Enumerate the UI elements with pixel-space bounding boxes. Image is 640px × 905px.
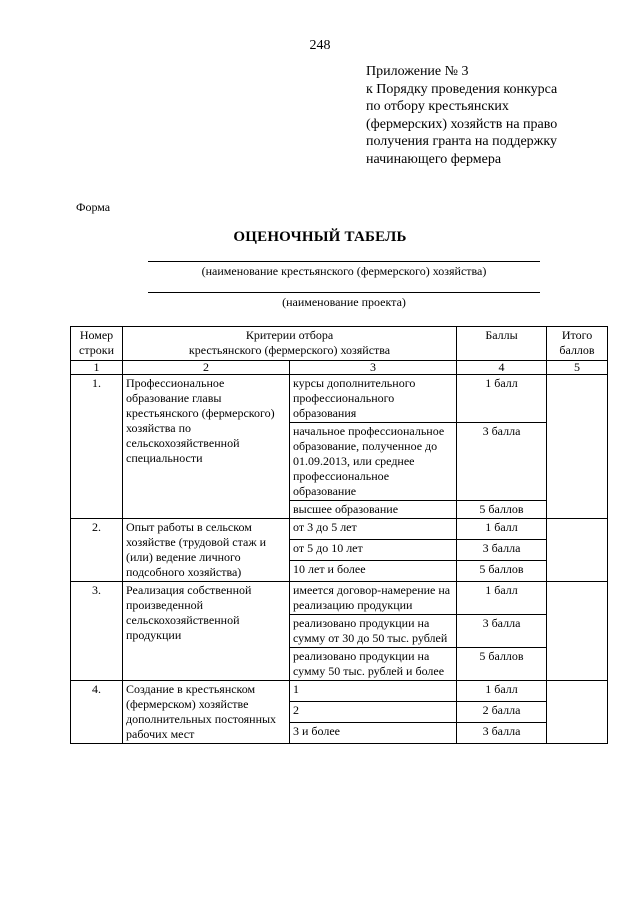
header-criteria <box>123 327 457 361</box>
header-total <box>547 327 608 361</box>
form-label: Форма <box>76 200 111 214</box>
option-cell: реализовано продукции на сумму 50 тыс. рублей и более <box>290 648 457 681</box>
appendix-line: начинающего фермера <box>366 151 502 167</box>
option-cell: от 5 до 10 лет <box>290 540 457 561</box>
total-cell <box>547 582 608 681</box>
evaluation-table <box>70 326 608 744</box>
project-name-caption: (наименование проекта) <box>282 295 406 309</box>
header-text: крестьянского (фермерского) хозяйства <box>188 343 391 357</box>
row-number: 1. <box>71 375 123 519</box>
option-cell: 3 и более <box>290 723 457 744</box>
header-points: Баллы <box>457 327 547 361</box>
project-name-line <box>148 292 540 293</box>
table-row <box>71 681 608 702</box>
appendix-line: к Порядку проведения конкурса <box>366 81 558 97</box>
points-cell: 5 баллов <box>457 561 547 582</box>
column-number: 1 <box>71 361 123 375</box>
points-cell: 2 балла <box>457 702 547 723</box>
appendix-line: (фермерских) хозяйств на право <box>366 116 558 132</box>
table-row <box>71 375 608 423</box>
column-number-row <box>71 361 608 375</box>
criterion-cell: Профессиональное образование главы крестьянского (фермерского) хозяйства по сельскохозяйственной специальности <box>123 375 290 519</box>
document-title: ОЦЕНОЧНЫЙ ТАБЕЛЬ <box>233 229 407 245</box>
points-cell: 3 балла <box>457 615 547 648</box>
table-row <box>71 582 608 615</box>
option-cell: высшее образование <box>290 501 457 519</box>
points-cell: 1 балл <box>457 681 547 702</box>
row-number: 3. <box>71 582 123 681</box>
column-number: 5 <box>547 361 608 375</box>
column-number: 4 <box>457 361 547 375</box>
page-number: 248 <box>309 38 331 53</box>
column-number: 3 <box>290 361 457 375</box>
points-cell: 3 балла <box>457 423 547 501</box>
points-cell: 3 балла <box>457 540 547 561</box>
criterion-cell: Создание в крестьянском (фермерском) хозяйстве дополнительных постоянных рабочих мест <box>123 681 290 744</box>
option-cell: от 3 до 5 лет <box>290 519 457 540</box>
total-cell <box>547 375 608 519</box>
header-text: Номер <box>79 328 114 342</box>
header-text: Итого <box>561 328 593 342</box>
column-number: 2 <box>123 361 290 375</box>
points-cell: 5 баллов <box>457 648 547 681</box>
header-text: строки <box>79 343 114 357</box>
option-cell: курсы дополнительного профессионального образования <box>290 375 457 423</box>
header-text: Критерии отбора <box>245 328 334 342</box>
option-cell: 2 <box>290 702 457 723</box>
appendix-line: по отбору крестьянских <box>366 99 509 114</box>
appendix-line: Приложение № 3 <box>366 64 469 79</box>
option-cell: 1 <box>290 681 457 702</box>
table-header-row <box>71 327 608 361</box>
farm-name-caption: (наименование крестьянского (фермерского) хозяйства) <box>201 264 487 278</box>
row-number: 4. <box>71 681 123 744</box>
table-row <box>71 519 608 540</box>
option-cell: реализовано продукции на сумму от 30 до 50 тыс. рублей <box>290 615 457 648</box>
header-text: баллов <box>559 343 595 357</box>
total-cell <box>547 681 608 744</box>
points-cell: 3 балла <box>457 723 547 744</box>
appendix-line: получения гранта на поддержку <box>366 134 557 149</box>
criterion-cell: Реализация собственной произведенной сельскохозяйственной продукции <box>123 582 290 681</box>
points-cell: 1 балл <box>457 582 547 615</box>
option-cell: имеется договор-намерение на реализацию продукции <box>290 582 457 615</box>
points-cell: 1 балл <box>457 375 547 423</box>
criterion-cell: Опыт работы в сельском хозяйстве (трудовой стаж и (или) ведение личного подсобного хозяйства) <box>123 519 290 582</box>
points-cell: 5 баллов <box>457 501 547 519</box>
option-cell: начальное профессиональное образование, полученное до 01.09.2013, или среднее профессиональное образование <box>290 423 457 501</box>
total-cell <box>547 519 608 582</box>
header-row-number <box>71 327 123 361</box>
appendix-note <box>366 63 626 168</box>
option-cell: 10 лет и более <box>290 561 457 582</box>
row-number: 2. <box>71 519 123 582</box>
points-cell: 1 балл <box>457 519 547 540</box>
farm-name-line <box>148 261 540 262</box>
